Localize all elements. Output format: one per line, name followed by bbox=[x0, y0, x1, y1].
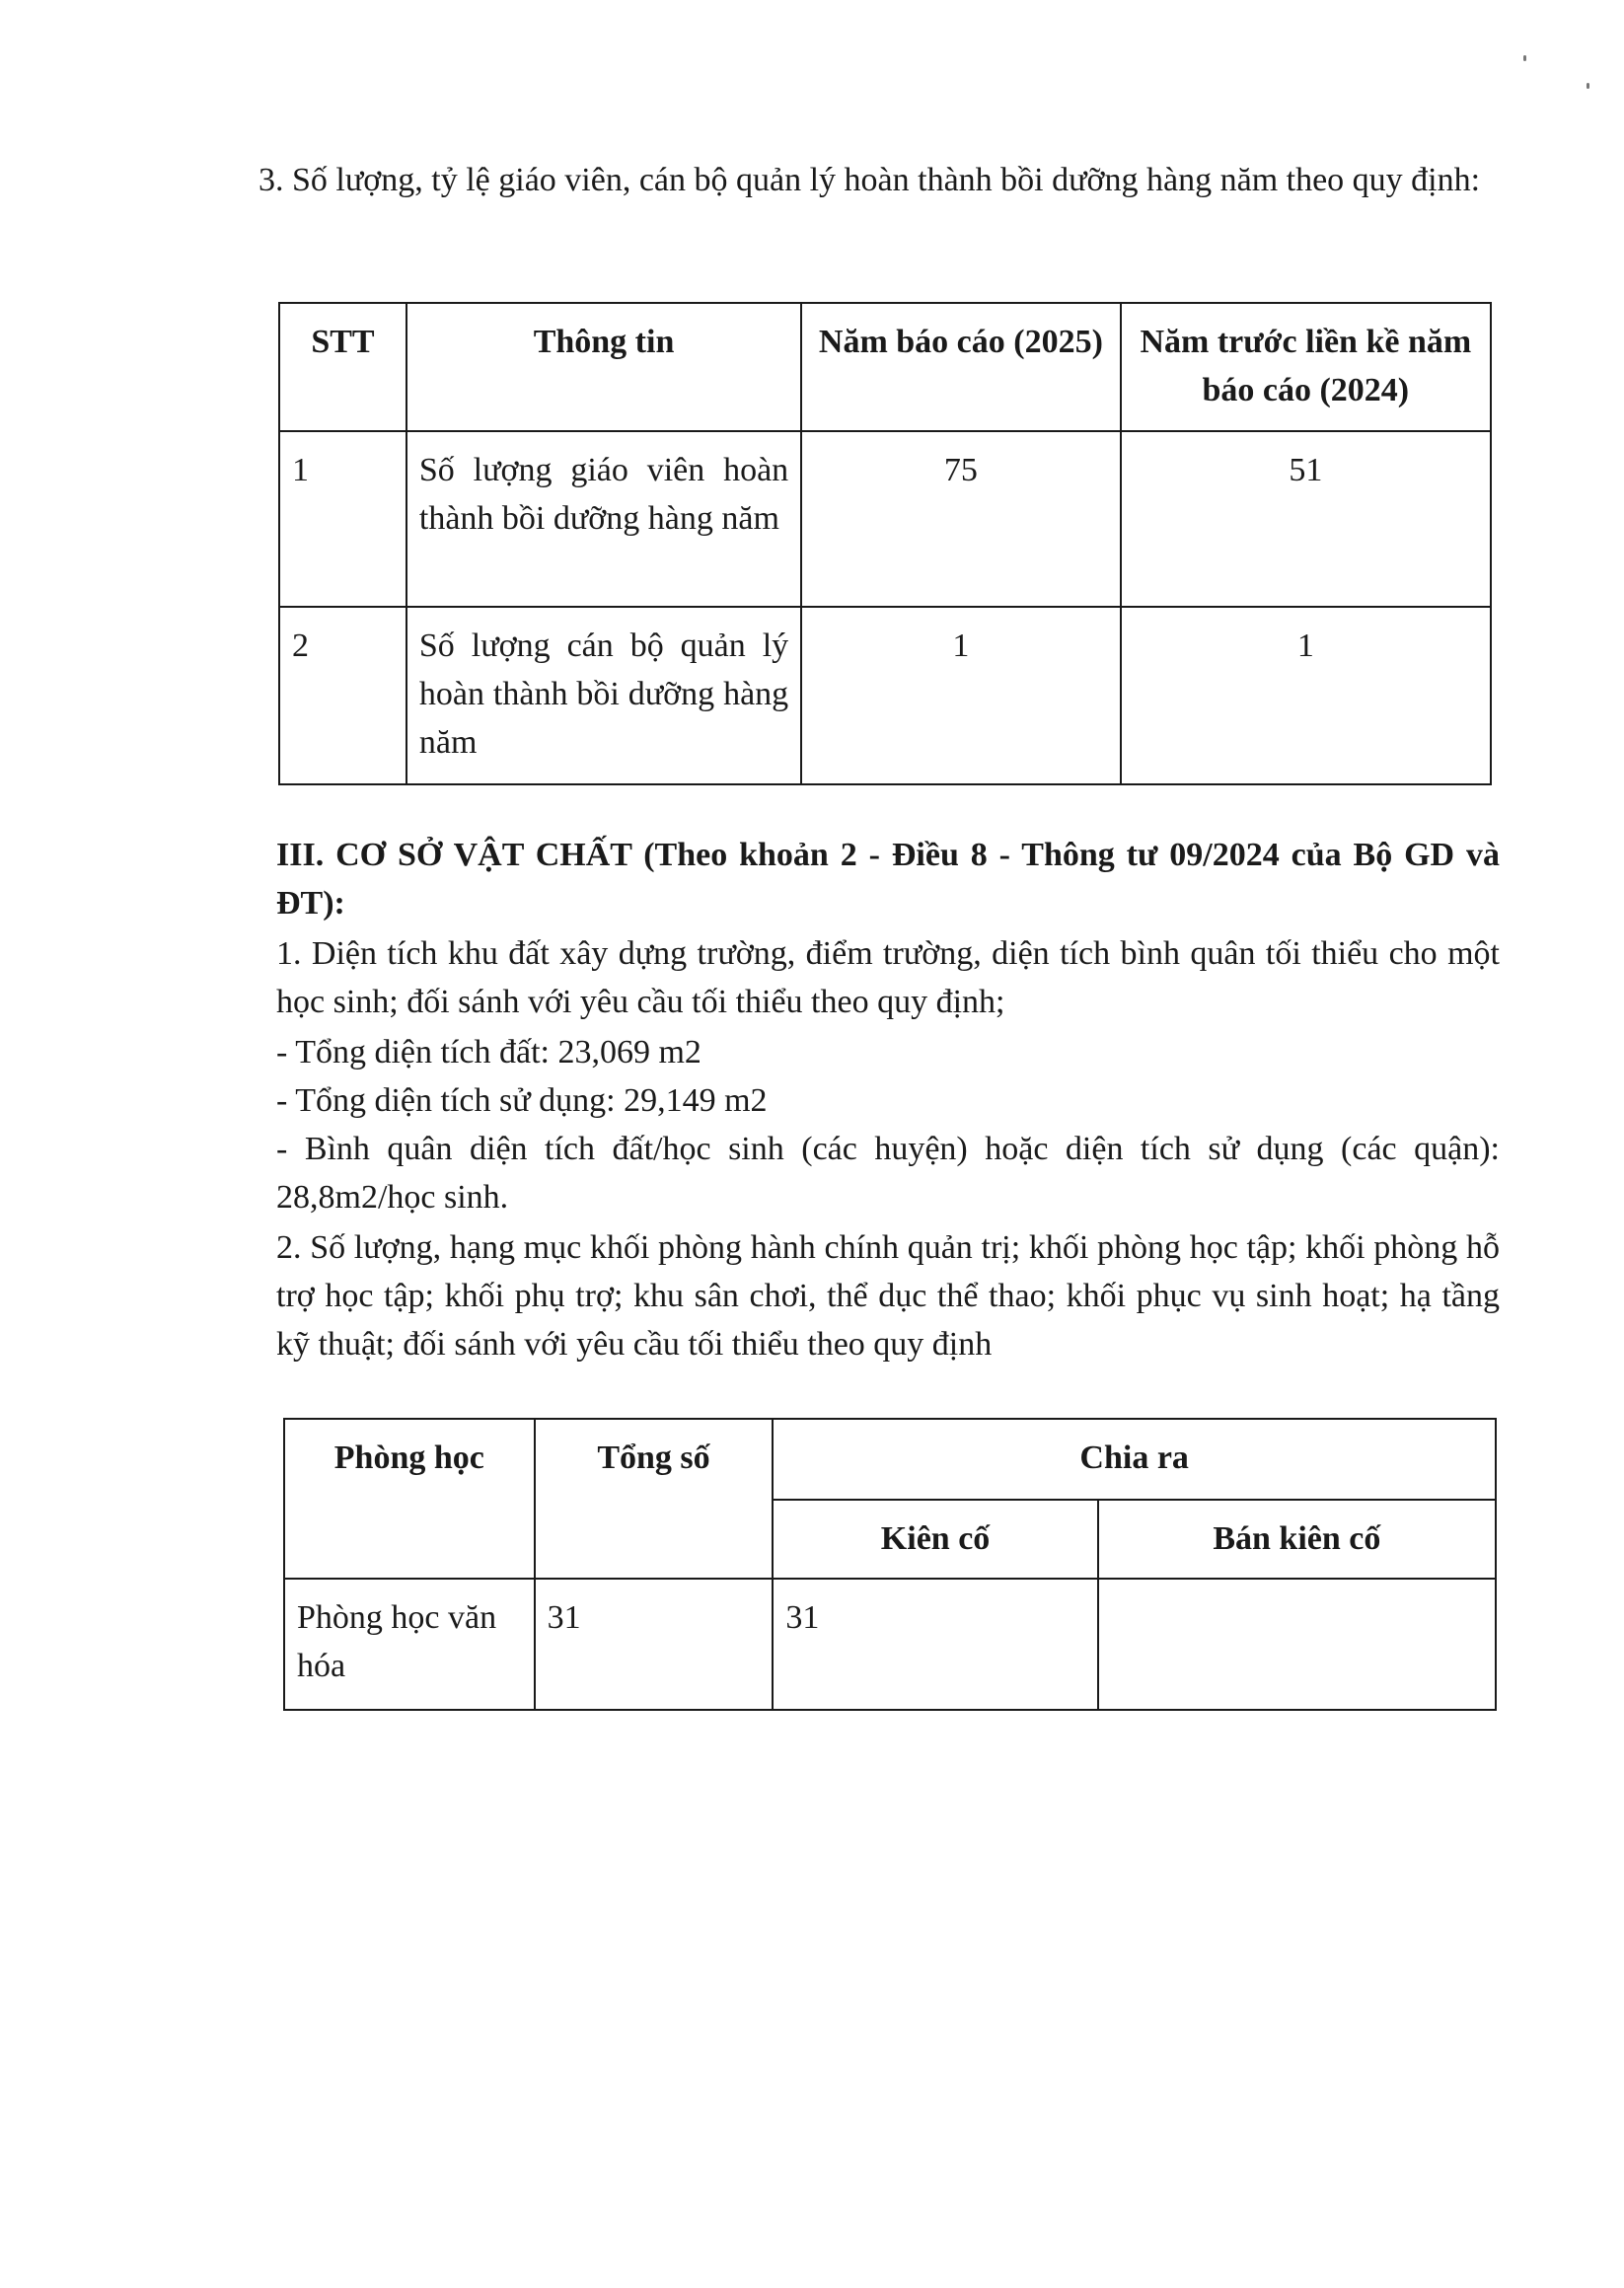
section3-heading: 3. Số lượng, tỷ lệ giáo viên, cán bộ quản lý hoàn thành bồi dưỡng hàng năm theo quy định: bbox=[258, 162, 1481, 198]
cell-stt: 2 bbox=[279, 607, 406, 784]
scan-speck bbox=[1523, 55, 1526, 61]
col-header-kien-co: Kiên cố bbox=[773, 1500, 1097, 1579]
table-row bbox=[284, 1579, 1496, 1710]
cell-stt: 1 bbox=[279, 431, 406, 607]
col-header-chia-ra: Chia ra bbox=[773, 1419, 1496, 1500]
cell-phong-hoc: Phòng học văn hóa bbox=[284, 1579, 535, 1710]
average-area-item: - Bình quân diện tích đất/học sinh (các huyện) hoặc diện tích sử dụng (các quận): 28,8m2/học sinh. bbox=[276, 1131, 1500, 1216]
cell-2025: 1 bbox=[801, 607, 1120, 784]
cell-2025: 75 bbox=[801, 431, 1120, 607]
teacher-training-table bbox=[278, 302, 1492, 785]
classroom-table bbox=[283, 1418, 1497, 1711]
cell-2024: 1 bbox=[1121, 607, 1491, 784]
cell-ban-kien-co bbox=[1098, 1579, 1496, 1710]
section-iii-paragraph-2: 2. Số lượng, hạng mục khối phòng hành chính quản trị; khối phòng học tập; khối phòng hỗ trợ học tập; khối phụ trợ; khu sân chơi, thể dục thể thao; khối phục vụ sinh hoạt; hạ tầng kỹ thuật; đối sánh với yêu cầu tối thiểu theo quy định bbox=[276, 1229, 1500, 1363]
cell-kien-co: 31 bbox=[773, 1579, 1097, 1710]
table-row bbox=[279, 607, 1491, 784]
table-header-row bbox=[279, 303, 1491, 431]
col-header-info: Thông tin bbox=[406, 303, 801, 431]
section-iii-title: III. CƠ SỞ VẬT CHẤT (Theo khoản 2 - Điều 8 - Thông tư 09/2024 của Bộ GD và ĐT): bbox=[276, 837, 1500, 922]
col-header-2024: Năm trước liền kề năm báo cáo (2024) bbox=[1121, 303, 1491, 431]
cell-2024: 51 bbox=[1121, 431, 1491, 607]
cell-info: Số lượng cán bộ quản lý hoàn thành bồi dưỡng hàng năm bbox=[406, 607, 801, 784]
col-header-tong-so: Tổng số bbox=[535, 1419, 774, 1579]
usable-area-item: - Tổng diện tích sử dụng: 29,149 m2 bbox=[276, 1082, 768, 1119]
land-area-item: - Tổng diện tích đất: 23,069 m2 bbox=[276, 1034, 701, 1070]
scan-speck bbox=[1587, 83, 1589, 89]
col-header-stt: STT bbox=[279, 303, 406, 431]
table-row bbox=[279, 431, 1491, 607]
table-header-row bbox=[284, 1419, 1496, 1500]
col-header-phong-hoc: Phòng học bbox=[284, 1419, 535, 1579]
col-header-ban-kien-co: Bán kiên cố bbox=[1098, 1500, 1496, 1579]
col-header-2025: Năm báo cáo (2025) bbox=[801, 303, 1120, 431]
cell-tong-so: 31 bbox=[535, 1579, 774, 1710]
cell-info: Số lượng giáo viên hoàn thành bồi dưỡng hàng năm bbox=[406, 431, 801, 607]
section-iii-paragraph-1: 1. Diện tích khu đất xây dựng trường, điểm trường, diện tích bình quân tối thiểu cho một học sinh; đối sánh với yêu cầu tối thiểu theo quy định; bbox=[276, 935, 1500, 1020]
